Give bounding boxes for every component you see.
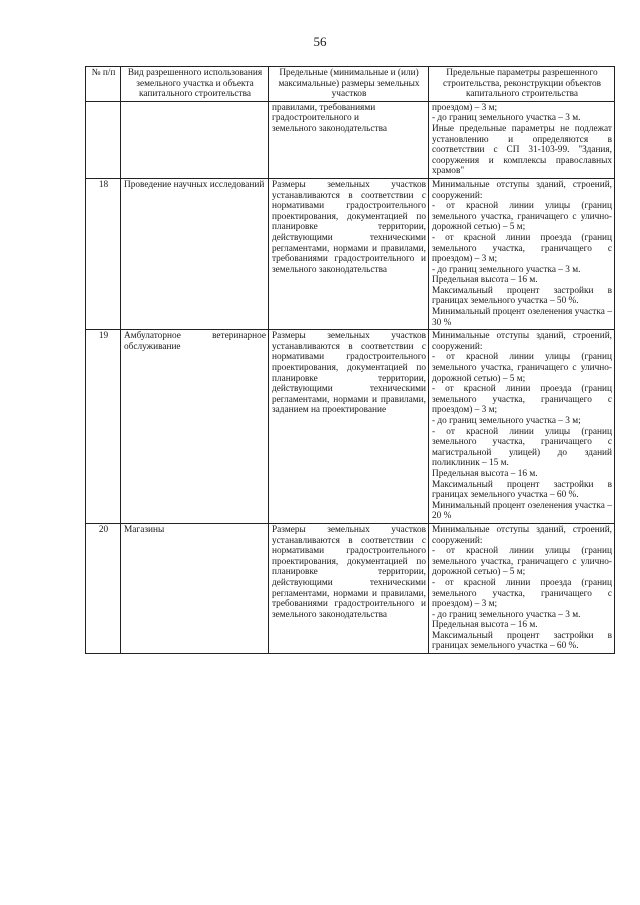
cell-use-type (121, 101, 269, 178)
size-line: Размеры земельных участков устанавливаются в соответствии с нормативами градостроительного проектирования, документацией по планировке территории, действующими техническими регламентами, нормами и правилами, заданием на проектирование (272, 331, 426, 416)
table-header-row (86, 67, 615, 102)
param-line: Минимальные отступы зданий, строений, сооружений: (432, 179, 612, 201)
cell-number: 18 (86, 178, 121, 329)
header-use-type: Вид разрешенного использования земельного участка и объекта капитального строительства (121, 67, 269, 102)
size-line: правилами, требованиями (272, 102, 376, 113)
param-line: - до границ земельного участка – 3 м. (432, 264, 581, 275)
header-number: № п/п (86, 67, 121, 102)
size-line: Размеры земельных участков устанавливаются в соответствии с нормативами градостроительного проектирования, документацией по планировке территории, действующими техническими регламентами, нормами и правилами, требованиями градостроительного и земельного законодательства (272, 524, 426, 620)
param-line: - от красной линии улицы (границ земельного участка, граничащего с улично-дорожной сетью) – 5 м; (432, 352, 612, 384)
cell-use-type: Амбулаторное ветеринарное обслуживание (121, 330, 269, 524)
param-line: Максимальный процент застройки в границах земельного участка – 60 %. (432, 630, 612, 652)
cell-number: 19 (86, 330, 121, 524)
size-line: Размеры земельных участков устанавливаются в соответствии с нормативами градостроительного проектирования, документацией по планировке территории, действующими техническими регламентами, нормами и правилами, требованиями градостроительного и земельного законодательства (272, 179, 426, 275)
param-line: - от красной линии улицы (границ земельного участка, граничащего с магистральной улицей) до зданий поликлиник – 15 м. (432, 426, 612, 469)
page-number: 56 (313, 34, 327, 49)
cell-plot-size (269, 523, 429, 653)
param-line: - до границ земельного участка – 3 м. (432, 609, 581, 620)
cell-parameters (429, 178, 615, 329)
table-row (86, 178, 615, 329)
param-line: Минимальные отступы зданий, строений, сооружений: (432, 524, 612, 546)
regulations-table (85, 66, 615, 654)
param-line: Максимальный процент застройки в границах земельного участка – 50 %. (432, 285, 612, 307)
cell-use-type: Проведение научных исследований (121, 178, 269, 329)
param-line: Минимальный процент озеленения участка – 30 % (432, 307, 612, 328)
cell-use-type: Магазины (121, 523, 269, 653)
param-line: - до границ земельного участка – 3 м; (432, 416, 581, 426)
param-line: Предельная высота – 16 м. (432, 620, 538, 631)
cell-parameters (429, 330, 615, 524)
cell-plot-size (269, 178, 429, 329)
cell-parameters (429, 523, 615, 653)
param-line: Предельная высота – 16 м. (432, 275, 538, 286)
param-line: Максимальный процент застройки в границах земельного участка – 60 %. (432, 479, 612, 501)
param-line: - от красной линии улицы (границ земельного участка, граничащего с улично-дорожной сетью) – 5 м; (432, 201, 612, 233)
table-row (86, 523, 615, 653)
param-line: Минимальный процент озеленения участка – 20 % (432, 500, 612, 522)
header-parameters: Предельные параметры разрешенного строительства, реконструкции объектов капитального строительства (429, 67, 615, 102)
cell-number (86, 101, 121, 178)
size-line: земельного законодательства (272, 123, 387, 134)
cell-plot-size (269, 101, 429, 178)
param-line: проездом) – 3 м; (432, 102, 498, 113)
table-row-continuation (86, 101, 615, 178)
param-line: - от красной линии проезда (границ земельного участка, граничащего с проездом) – 3 м; (432, 577, 612, 610)
param-line: - до границ земельного участка – 3 м. (432, 113, 581, 124)
param-line: Предельная высота – 16 м. (432, 468, 538, 479)
param-line: - от красной линии проезда (границ земельного участка, граничащего с проездом) – 3 м; (432, 232, 612, 265)
size-line: градостроительного и (272, 113, 359, 124)
cell-plot-size (269, 330, 429, 524)
cell-number: 20 (86, 523, 121, 653)
param-line: - от красной линии улицы (границ земельного участка, граничащего с улично-дорожной сетью) – 5 м; (432, 546, 612, 578)
param-line: Иные предельные параметры не подлежат установлению и определяются в соответствии с СП 31-103-99. "Здания, сооружения и комплексы православных храмов" (432, 123, 612, 177)
header-plot-size: Предельные (минимальные и (или) максимальные) размеры земельных участков (269, 67, 429, 102)
param-line: - от красной линии проезда (границ земельного участка, граничащего с проездом) – 3 м; (432, 384, 612, 416)
param-line: Минимальные отступы зданий, строений, сооружений: (432, 331, 612, 352)
table-row (86, 330, 615, 524)
cell-parameters (429, 101, 615, 178)
